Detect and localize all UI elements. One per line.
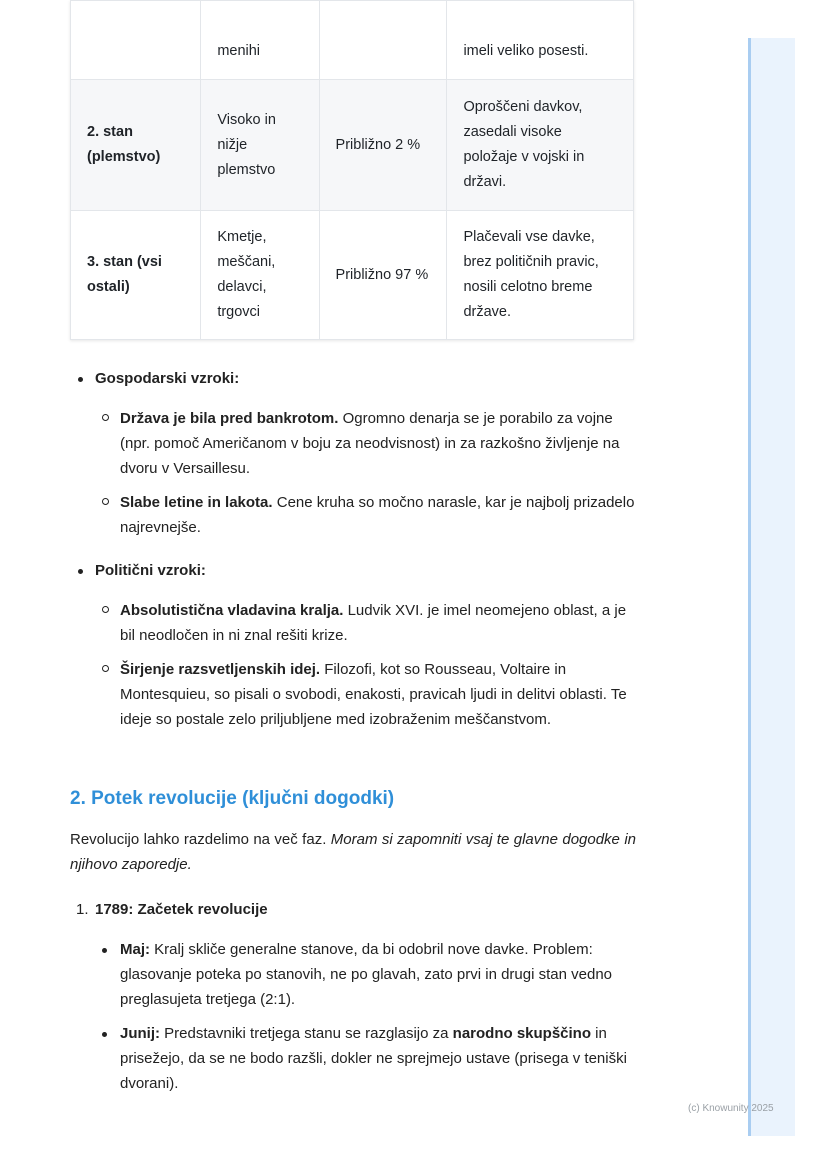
sub-bullet-icon <box>102 414 109 421</box>
phase-event-item: Junij: Predstavniki tretjega stanu se razglasijo za narodno skupščino in prisežejo, da se ne bodo razšli, dokler ne sprejmejo ustave (prisega v teniški dvorani). <box>120 1025 627 1092</box>
economic-cause-item: Država je bila pred bankrotom. Ogromno denarja se je porabilo za vojne (npr. pomoč Američanom v boju za neodvisnost) in za razkošno življenje na dvoru v Versaillesu. <box>120 410 620 477</box>
estates-table <box>70 0 634 340</box>
bullet-icon <box>102 948 107 953</box>
economic-cause-item: Slabe letine in lakota. Cene kruha so močno narasle, kar je najbolj prizadelo najrevnejše. <box>120 494 635 536</box>
table-cell-role: Plačevali vse davke, brez političnih pravic, nosili celotno breme države. <box>447 211 634 340</box>
sub-bullet-icon <box>102 665 109 672</box>
table-cell-share: Približno 97 % <box>319 211 447 340</box>
table-cell-share: Približno 2 % <box>319 80 447 211</box>
table-cell-members: Kmetje, meščani, delavci, trgovci <box>201 211 319 340</box>
table-cell-members: menihi <box>201 1 319 80</box>
table-cell-estate: 3. stan (vsi ostali) <box>71 211 201 340</box>
bullet-icon <box>102 1032 107 1037</box>
sub-bullet-icon <box>102 606 109 613</box>
copyright-notice: (c) Knowunity 2025 <box>688 1103 774 1114</box>
table-cell-members: Visoko in nižje plemstvo <box>201 80 319 211</box>
economic-causes-title: Gospodarski vzroki: <box>95 370 240 387</box>
table-row <box>71 80 634 211</box>
table-cell-role: imeli veliko posesti. <box>447 1 634 80</box>
phase-event-item: Maj: Kralj skliče generalne stanove, da bi odobril nove davke. Problem: glasovanje poteka po stanovih, ne po glavah, zato prvi in drugi stan vedno preglasujeta tretjega (2:1). <box>120 941 612 1008</box>
table-cell-estate <box>71 1 201 80</box>
table-cell-share <box>319 1 447 80</box>
political-cause-item: Širjenje razsvetljenskih idej. Filozofi, kot so Rousseau, Voltaire in Montesquieu, so pisali o svobodi, enakosti, pravicah ljudi in delitvi oblasti. Te ideje so postale zelo priljubljene med izobraženim meščanstvom. <box>120 661 627 728</box>
table-cell-role: Oproščeni davkov, zasedali visoke položaje v vojski in državi. <box>447 80 634 211</box>
section-heading: 2. Potek revolucije (ključni dogodki) <box>70 788 395 809</box>
phase-title: 1789: Začetek revolucije <box>95 901 268 918</box>
political-cause-item: Absolutistična vladavina kralja. Ludvik XVI. je imel neomejeno oblast, a je bil neodločen in ni znal rešiti krize. <box>120 602 627 644</box>
right-margin-panel <box>748 38 795 1136</box>
bullet-icon <box>78 569 83 574</box>
political-causes-title: Politični vzroki: <box>95 562 206 579</box>
table-row <box>71 1 634 80</box>
table-row <box>71 211 634 340</box>
section-intro: Revolucijo lahko razdelimo na več faz. Moram si zapomniti vsaj te glavne dogodke in njihovo zaporedje. <box>70 831 636 873</box>
phase-number: 1. <box>76 901 89 918</box>
sub-bullet-icon <box>102 498 109 505</box>
bullet-icon <box>78 377 83 382</box>
table-cell-estate: 2. stan (plemstvo) <box>71 80 201 211</box>
